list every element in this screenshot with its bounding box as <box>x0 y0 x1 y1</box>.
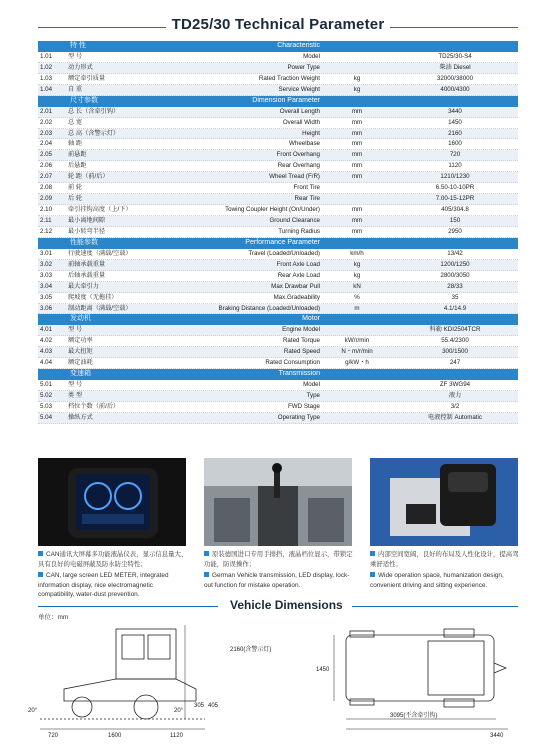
vehicle-dimensions-title: Vehicle Dimensions <box>230 598 343 612</box>
table-row <box>38 52 518 63</box>
row-unit: mm <box>351 173 363 181</box>
section-header <box>38 238 518 249</box>
row-label-en: Front Axle Load <box>276 260 320 268</box>
row-unit <box>322 194 392 204</box>
row-label-en: Rear Overhang <box>277 162 320 170</box>
table-row <box>38 139 518 150</box>
row-unit <box>322 52 392 62</box>
row-unit: kN <box>353 282 361 290</box>
table-row <box>38 85 518 96</box>
table-row <box>38 260 518 271</box>
caption-dashboard <box>38 550 188 602</box>
dim-front-overhang-label: 720 <box>48 733 59 739</box>
row-label-cn: 后轴承载重量 <box>68 271 106 279</box>
row-label-en: Model <box>303 52 320 60</box>
row-unit: mm <box>351 107 363 115</box>
row-label-en: Wheel Tread (F/R) <box>269 173 320 181</box>
row-value: TD25/30-S4 <box>438 52 472 60</box>
row-value: 247 <box>449 359 461 367</box>
row-label-cn: 前轴承载重量 <box>68 260 106 268</box>
row-value: 35 <box>451 293 459 301</box>
table-row <box>38 413 518 424</box>
row-unit <box>322 325 392 335</box>
bullet-icon <box>38 551 43 556</box>
section-title-cn: 发动机 <box>70 315 91 323</box>
row-number: 3.01 <box>40 249 53 257</box>
row-number: 1.03 <box>40 74 53 82</box>
dim-length-label: 3440 <box>490 733 504 739</box>
section-spacer <box>38 369 68 380</box>
row-number: 5.01 <box>40 381 53 389</box>
table-row <box>38 402 518 413</box>
section-title-en: Transmission <box>278 370 320 378</box>
row-number: 3.04 <box>40 282 53 290</box>
caption-en: Wide operation space, humanization design, convenient driving and sitting experience. <box>370 572 504 589</box>
row-label-cn: 最大扭矩 <box>68 348 93 356</box>
row-number: 3.05 <box>40 293 53 301</box>
section-title-en: Characteristic <box>277 42 320 49</box>
row-number: 1.01 <box>40 52 53 60</box>
row-label-cn: 后 轮 <box>68 195 83 203</box>
row-value: 13/42 <box>447 249 463 257</box>
table-row <box>38 325 518 336</box>
dim-angle-label: 20° <box>28 708 38 714</box>
row-value: 1450 <box>448 118 462 126</box>
wheel-front-left <box>350 631 374 637</box>
row-unit: kW/r/min <box>344 337 370 345</box>
caption-cn: 内部空间宽阔，良好的布局及人性化设计，提高驾乘舒适性； <box>370 551 519 568</box>
dim-d305-label: 305 <box>194 703 205 709</box>
row-value: 2950 <box>448 227 462 235</box>
row-label-cn: 爬坡度（无拖挂） <box>68 293 118 301</box>
row-label-cn: 总 高（含警示灯） <box>68 129 120 137</box>
row-unit: % <box>354 293 360 301</box>
bullet-icon <box>204 572 209 577</box>
section-header <box>38 314 518 325</box>
row-value: 720 <box>449 151 461 159</box>
row-value: 28/33 <box>447 282 463 290</box>
side-view-drawing <box>40 625 205 719</box>
row-number: 5.02 <box>40 392 53 399</box>
row-label-cn: 自 重 <box>68 85 83 93</box>
row-label-en: Operating Type <box>277 413 320 421</box>
table-row <box>38 205 518 216</box>
section-title-cn: 性能参数 <box>70 238 98 246</box>
table-row <box>38 216 518 227</box>
row-number: 3.02 <box>40 260 53 268</box>
row-label-cn: 最小转弯半径 <box>68 227 106 235</box>
row-label-cn: 型 号 <box>68 381 83 389</box>
row-unit: kg <box>353 260 361 268</box>
table-row <box>38 194 518 205</box>
section-spacer <box>38 238 68 249</box>
row-number: 2.11 <box>40 217 52 224</box>
table-row <box>38 304 518 315</box>
row-value: 55.4/2300 <box>441 337 469 345</box>
row-unit: m <box>354 304 360 312</box>
table-row <box>38 129 518 140</box>
row-label-en: Max Drawbar Pull <box>271 282 320 290</box>
page-title: TD25/30 Technical Parameter <box>166 16 391 33</box>
wheel-rear-left <box>444 629 474 637</box>
row-label-cn: 行驶速度（满载/空载） <box>68 249 132 257</box>
row-label-cn: 最大牵引力 <box>68 282 99 290</box>
row-value: 2160 <box>448 129 462 137</box>
row-unit <box>322 183 392 193</box>
bullet-icon <box>204 551 209 556</box>
row-value: 柴油 Diesel <box>439 63 471 71</box>
row-label-en: Height <box>302 129 320 137</box>
row-number: 2.07 <box>40 173 53 181</box>
bullet-icon <box>38 572 43 577</box>
vd-rule-left <box>38 606 218 607</box>
row-value: 1120 <box>448 162 462 170</box>
row-number: 2.10 <box>40 206 53 214</box>
row-number: 2.06 <box>40 162 53 170</box>
caption-transmission <box>204 550 354 592</box>
row-label-cn: 类 型 <box>68 392 83 399</box>
row-label-en: Rated Torque <box>282 337 320 345</box>
row-unit: mm <box>351 140 363 148</box>
row-value: 电液控制 Automatic <box>428 413 482 421</box>
dim-wheelbase-label: 1600 <box>108 733 122 739</box>
caption-cn: CAN通讯大屏幕多功能液晶仪表，显示信息量大、具有良好的电磁屏蔽及防水防尘特性； <box>38 551 188 568</box>
section-header <box>38 369 518 380</box>
row-value: 300/1500 <box>442 348 468 356</box>
row-label-cn: 型 号 <box>68 326 83 334</box>
row-value: 405/304.8 <box>441 206 469 214</box>
row-unit: kg <box>353 271 361 279</box>
row-unit: mm <box>351 151 363 159</box>
row-label-en: Type <box>306 392 320 399</box>
dim-width-label: 1450 <box>316 667 330 673</box>
row-unit: kg <box>353 74 361 82</box>
table-row <box>38 271 518 282</box>
row-value: 1210/1230 <box>440 173 470 181</box>
row-label-en: Braking Distance (Loaded/Unloaded) <box>218 304 320 312</box>
transmission-photo <box>204 458 352 546</box>
caption-en: CAN, large screen LED METER, integrated information display, nice electromagnetic compatibility, water-dust prevention. <box>38 572 169 598</box>
row-unit <box>322 63 392 73</box>
row-value: 4000/4300 <box>440 85 470 93</box>
row-label-en: Overall Length <box>279 107 320 115</box>
row-label-cn: 前悬距 <box>68 151 87 159</box>
table-row <box>38 161 518 172</box>
table-row <box>38 150 518 161</box>
row-number: 1.04 <box>40 85 53 93</box>
section-title-cn: 特 性 <box>70 42 86 49</box>
row-value: 6.50-10-10PR <box>435 184 475 192</box>
row-number: 2.01 <box>40 107 53 115</box>
row-label-en: Rated Consumption <box>265 359 320 367</box>
table-row <box>38 172 518 183</box>
row-label-cn: 牵引挂钩高度（上/下） <box>68 206 132 214</box>
row-label-cn: 最小离地间隙 <box>68 217 106 224</box>
cabin-photo <box>370 458 518 546</box>
row-number: 4.03 <box>40 348 53 356</box>
caption-en: German Vehicle transmission, LED display, lock-out function for mistake operation. <box>204 572 350 589</box>
row-number: 5.03 <box>40 402 53 410</box>
row-label-en: Service Weight <box>278 85 320 93</box>
photo-strip <box>38 458 518 546</box>
rear-wheel <box>134 695 158 719</box>
row-label-en: Rear Tire <box>294 195 320 203</box>
row-unit: mm <box>351 129 363 137</box>
row-value: 4.1/14.9 <box>443 304 467 312</box>
row-unit: mm <box>351 162 363 170</box>
row-label-en: Engine Model <box>282 326 320 334</box>
table-row <box>38 107 518 118</box>
row-label-cn: 制动距离（满载/空载） <box>68 304 132 312</box>
row-label-cn: 后悬距 <box>68 162 87 170</box>
row-unit: km/h <box>350 249 364 257</box>
row-unit: mm <box>351 118 363 126</box>
dashboard-photo <box>38 458 186 546</box>
cab-window-rear <box>148 635 170 659</box>
row-label-en: Rated Traction Weight <box>258 74 320 82</box>
row-label-en: Turning Radius <box>278 227 320 235</box>
row-number: 3.06 <box>40 304 53 312</box>
row-value: 150 <box>449 217 461 224</box>
dimension-drawings <box>0 615 552 747</box>
table-row <box>38 358 518 369</box>
table-row <box>38 380 518 391</box>
dim-height-label: 2160(含警示灯) <box>230 647 272 653</box>
row-unit <box>322 380 392 390</box>
wheel-front-right <box>350 699 374 705</box>
caption-cabin <box>370 550 520 592</box>
caption-cn: 原装德国进口专用手排挡，液晶档位显示，带锁定功能，防误操作； <box>204 551 353 568</box>
front-wheel <box>72 697 92 717</box>
row-number: 2.08 <box>40 184 53 192</box>
row-number: 4.01 <box>40 326 53 334</box>
bullet-icon <box>370 572 375 577</box>
row-label-cn: 档位个数（前/后） <box>68 402 120 410</box>
row-label-en: Front Overhang <box>276 151 320 159</box>
table-row <box>38 249 518 260</box>
cab-outline <box>116 629 176 679</box>
row-label-cn: 总 宽 <box>68 118 83 126</box>
row-value: 3440 <box>448 107 462 115</box>
table-row <box>38 391 518 402</box>
row-number: 5.04 <box>40 413 53 421</box>
body-outline-top <box>346 635 494 701</box>
row-value: 1600 <box>448 140 462 148</box>
row-value: 7.00-15-12PR <box>435 195 475 203</box>
cab-window-front <box>122 635 144 659</box>
row-value: 2800/3050 <box>440 271 470 279</box>
section-spacer <box>38 41 68 52</box>
dim-angle-label-rear: 20° <box>174 708 184 714</box>
row-label-cn: 总 长（含牵引钩） <box>68 107 120 115</box>
row-unit: mm <box>351 227 363 235</box>
row-label-cn: 轮 距（前/后） <box>68 173 109 181</box>
row-number: 1.02 <box>40 63 53 71</box>
section-title-en: Dimension Parameter <box>252 96 320 104</box>
table-row <box>38 74 518 85</box>
row-unit: g/kW・h <box>345 359 369 367</box>
section-spacer <box>38 96 68 107</box>
spec-table <box>38 41 518 424</box>
row-value: 液力 <box>448 392 462 399</box>
cab-outline-top <box>428 641 484 695</box>
wheel-rear-right <box>444 699 474 707</box>
row-number: 4.04 <box>40 359 53 367</box>
row-label-cn: 型 号 <box>68 52 83 60</box>
dim-rear-overhang-label: 1120 <box>170 733 183 739</box>
row-label-cn: 额定牵引质量 <box>68 74 106 82</box>
row-unit: mm <box>351 217 363 224</box>
section-title-cn: 变速箱 <box>70 370 91 378</box>
section-title-en: Motor <box>302 315 320 323</box>
row-number: 2.05 <box>40 151 53 159</box>
table-row <box>38 118 518 129</box>
table-row <box>38 336 518 347</box>
row-number: 2.12 <box>40 227 53 235</box>
row-label-en: Wheelbase <box>289 140 320 148</box>
row-value: 科勒 KDI2504TCR <box>429 326 481 334</box>
row-label-cn: 操纵方式 <box>68 413 93 421</box>
bullet-icon <box>370 551 375 556</box>
row-value: 3/2 <box>450 402 460 410</box>
row-value: 1200/1250 <box>440 260 470 268</box>
row-label-en: Rear Axle Load <box>277 271 320 279</box>
vd-rule-right <box>352 606 518 607</box>
row-label-cn: 前 轮 <box>68 184 83 192</box>
unit-label: 单位：mm <box>38 614 69 621</box>
row-label-cn: 动力形式 <box>68 63 93 71</box>
row-unit <box>322 402 392 412</box>
row-unit: kg <box>353 85 361 93</box>
row-label-cn: 额定功率 <box>68 337 93 345</box>
section-title-en: Performance Parameter <box>245 238 320 246</box>
row-label-cn: 额定油耗 <box>68 359 93 367</box>
row-label-en: Front Tire <box>293 184 320 192</box>
row-label-en: Model <box>303 381 320 389</box>
section-header <box>38 41 518 52</box>
row-label-en: Overall Width <box>282 118 320 126</box>
section-header <box>38 96 518 107</box>
row-unit: mm <box>351 206 363 214</box>
table-row <box>38 63 518 74</box>
row-number: 2.03 <box>40 129 53 137</box>
row-unit <box>322 391 392 401</box>
row-number: 3.03 <box>40 271 53 279</box>
row-label-en: Max.Gradeability <box>273 293 320 301</box>
row-number: 2.04 <box>40 140 53 148</box>
dim-coupler-label: 405 <box>208 703 219 709</box>
row-value: 32000/38000 <box>436 74 474 82</box>
row-label-en: Power Type <box>287 63 320 71</box>
row-number: 2.09 <box>40 195 53 203</box>
tow-hook-top <box>494 663 506 673</box>
title-row <box>38 16 518 38</box>
row-label-en: Travel (Loaded/Unloaded) <box>248 249 320 257</box>
section-title-cn: 尺寸参数 <box>70 96 98 104</box>
row-label-en: Ground Clearance <box>269 217 320 224</box>
dim-length-no-hook-label: 3095(不含牵引钩) <box>390 713 438 719</box>
chassis-outline <box>64 679 196 701</box>
row-number: 4.02 <box>40 337 53 345</box>
table-row <box>38 282 518 293</box>
row-label-en: FWD Stage <box>288 402 320 410</box>
row-value: ZF 3WG94 <box>439 381 471 389</box>
row-label-cn: 轴 距 <box>68 140 83 148</box>
table-row <box>38 227 518 238</box>
row-label-en: Rated Speed <box>283 348 320 356</box>
row-unit: N・m/r/min <box>341 348 373 356</box>
table-row <box>38 347 518 358</box>
table-row <box>38 293 518 304</box>
table-row <box>38 183 518 194</box>
section-spacer <box>38 314 68 325</box>
row-label-en: Towing Coupler Height (On/Under) <box>225 206 320 214</box>
row-unit <box>322 413 392 423</box>
row-number: 2.02 <box>40 118 53 126</box>
